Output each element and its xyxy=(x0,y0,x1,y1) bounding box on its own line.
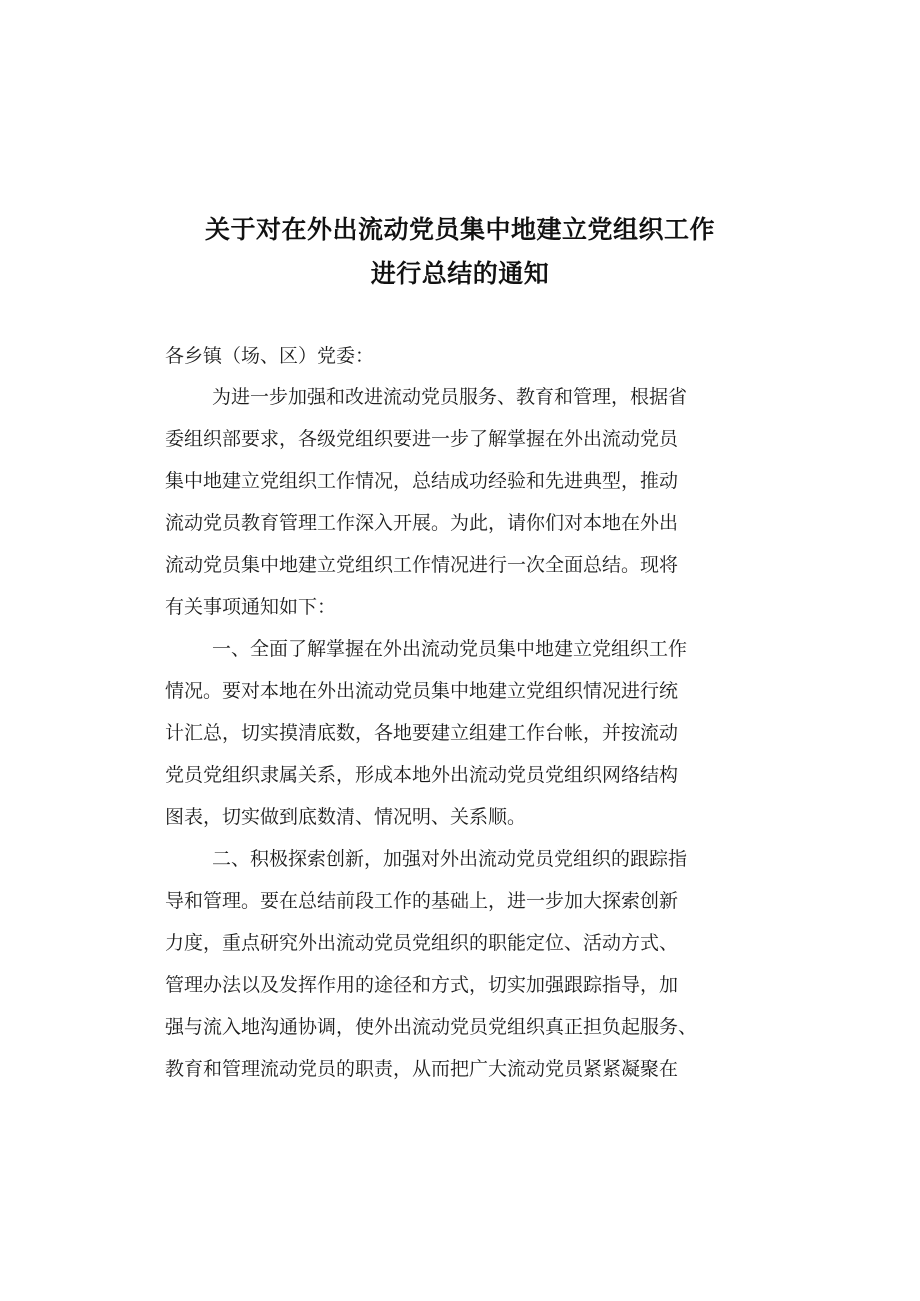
document-title xyxy=(0,208,920,296)
salutation: 各乡镇（场、区）党委： xyxy=(165,345,375,367)
body-line: 流动党员集中地建立党组织工作情况进行一次全面总结。现将 xyxy=(165,554,679,576)
body-line: 一、全面了解掌握在外出流动党员集中地建立党组织工作 xyxy=(212,638,688,660)
body-line: 委组织部要求，各级党组织要进一步了解掌握在外出流动党员 xyxy=(165,428,679,450)
body-line: 教育和管理流动党员的职责，从而把广大流动党员紧紧凝聚在 xyxy=(165,1058,679,1080)
body-line: 力度，重点研究外出流动党员党组织的职能定位、活动方式、 xyxy=(165,932,679,954)
body-line: 二、积极探索创新，加强对外出流动党员党组织的跟踪指 xyxy=(212,848,688,870)
title-line-1: 关于对在外出流动党员集中地建立党组织工作 xyxy=(204,215,715,244)
body-line: 图表，切实做到底数清、情况明、关系顺。 xyxy=(165,806,527,828)
body-line: 情况。要对本地在外出流动党员集中地建立党组织情况进行统 xyxy=(165,680,679,702)
body-line: 集中地建立党组织工作情况，总结成功经验和先进典型，推动 xyxy=(165,470,679,492)
body-line: 党员党组织隶属关系，形成本地外出流动党员党组织网络结构 xyxy=(165,764,679,786)
body-line: 计汇总，切实摸清底数，各地要建立组建工作台帐，并按流动 xyxy=(165,722,679,744)
body-line: 导和管理。要在总结前段工作的基础上，进一步加大探索创新 xyxy=(165,890,679,912)
body-line: 流动党员教育管理工作深入开展。为此，请你们对本地在外出 xyxy=(165,512,679,534)
title-line-2: 进行总结的通知 xyxy=(370,259,550,288)
body-line: 有关事项通知如下： xyxy=(165,596,337,618)
body-line: 管理办法以及发挥作用的途径和方式，切实加强跟踪指导，加 xyxy=(165,974,679,996)
body-line: 强与流入地沟通协调，使外出流动党员党组织真正担负起服务、 xyxy=(165,1016,698,1038)
body-line: 为进一步加强和改进流动党员服务、教育和管理，根据省 xyxy=(212,386,688,408)
